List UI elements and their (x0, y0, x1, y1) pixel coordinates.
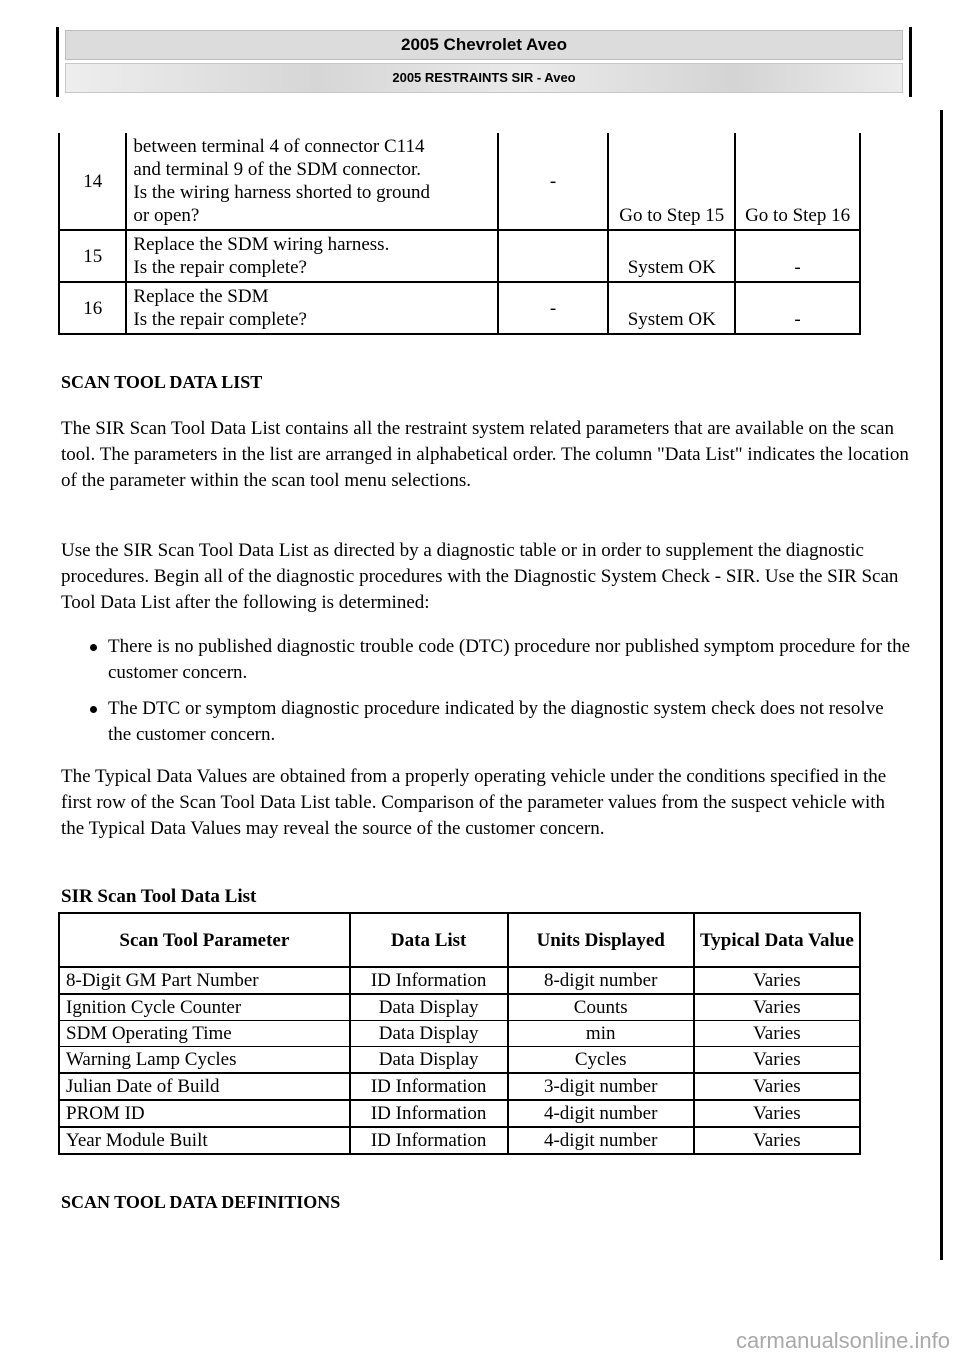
cell-typical: Varies (694, 1047, 860, 1074)
bullet-icon (90, 706, 97, 713)
cell-typical: Varies (694, 1021, 860, 1047)
bullet-list (90, 634, 910, 758)
action-line: and terminal 9 of the SDM connector. (133, 159, 421, 180)
step-value (498, 230, 609, 282)
step-value: - (498, 133, 609, 230)
vehicle-title: 2005 Chevrolet Aveo (65, 30, 903, 60)
action-line: Is the wiring harness shorted to ground (133, 182, 430, 203)
site-watermark: carmanualsonline.info (735, 1328, 950, 1353)
step-number: 15 (59, 230, 126, 282)
cell-units: Counts (508, 994, 694, 1021)
cell-parameter: SDM Operating Time (59, 1021, 350, 1047)
table-row (59, 1047, 860, 1074)
table-row (59, 967, 860, 994)
document-header (56, 27, 912, 97)
cell-units: 4-digit number (508, 1127, 694, 1154)
cell-typical: Varies (694, 1073, 860, 1100)
step-value: - (498, 282, 609, 334)
step-action (126, 230, 497, 282)
cell-parameter: Warning Lamp Cycles (59, 1047, 350, 1074)
cell-data-list: Data Display (350, 1021, 508, 1047)
section-title: SCAN TOOL DATA DEFINITIONS (61, 1192, 341, 1212)
cell-data-list: ID Information (350, 1100, 508, 1127)
bullet-text: There is no published diagnostic trouble code (DTC) procedure nor published symptom procedure for the customer concern. (108, 636, 911, 683)
cell-units: 3-digit number (508, 1073, 694, 1100)
list-item (90, 696, 910, 748)
bullet-icon (90, 644, 97, 651)
cell-typical: Varies (694, 1100, 860, 1127)
column-header: Units Displayed (508, 913, 694, 967)
column-header: Typical Data Value (694, 913, 860, 967)
column-header: Data List (350, 913, 508, 967)
cell-parameter: Ignition Cycle Counter (59, 994, 350, 1021)
paragraph: The Typical Data Values are obtained from a properly operating vehicle under the conditions specified in the first row of the Scan Tool Data List table. Comparison of the parameter values from the suspect vehicle with the Typical Data Values may reveal the source of the customer concern. (61, 766, 887, 839)
cell-parameter: Year Module Built (59, 1127, 350, 1154)
cell-units: 8-digit number (508, 967, 694, 994)
diagnostic-table (58, 133, 861, 335)
step-yes: System OK (608, 230, 735, 282)
cell-parameter: Julian Date of Build (59, 1073, 350, 1100)
column-header: Scan Tool Parameter (59, 913, 350, 967)
cell-typical: Varies (694, 967, 860, 994)
cell-parameter: PROM ID (59, 1100, 350, 1127)
cell-units: min (508, 1021, 694, 1047)
cell-units: Cycles (508, 1047, 694, 1074)
paragraph: Use the SIR Scan Tool Data List as directed by a diagnostic table or in order to supplement the diagnostic procedures. Begin all of the diagnostic procedures with the Diagnostic System Check - SIR. Use the SIR Scan Tool Data List after the following is determined: (61, 540, 899, 613)
page-right-rule (940, 110, 943, 1260)
step-yes: Go to Step 15 (608, 133, 735, 230)
step-action (126, 133, 497, 230)
section-subtitle: 2005 RESTRAINTS SIR - Aveo (65, 63, 903, 93)
step-no: - (735, 230, 860, 282)
action-line: Replace the SDM (133, 286, 269, 307)
table-row (59, 994, 860, 1021)
cell-units: 4-digit number (508, 1100, 694, 1127)
action-line: or open? (133, 205, 200, 226)
table-row (59, 1073, 860, 1100)
sir-data-table (58, 912, 861, 1155)
cell-data-list: Data Display (350, 994, 508, 1021)
cell-typical: Varies (694, 1127, 860, 1154)
table-row (59, 1127, 860, 1154)
action-line: between terminal 4 of connector C114 (133, 136, 425, 157)
table-row (59, 282, 860, 334)
cell-data-list: ID Information (350, 1127, 508, 1154)
cell-data-list: Data Display (350, 1047, 508, 1074)
table-row (59, 1100, 860, 1127)
action-line: Replace the SDM wiring harness. (133, 234, 390, 255)
cell-typical: Varies (694, 994, 860, 1021)
step-no: Go to Step 16 (735, 133, 860, 230)
table-row (59, 133, 860, 230)
step-yes: System OK (608, 282, 735, 334)
action-line: Is the repair complete? (133, 309, 307, 330)
step-number: 14 (59, 133, 126, 230)
section-title: SCAN TOOL DATA LIST (61, 372, 263, 392)
table-header-row (59, 913, 860, 967)
cell-data-list: ID Information (350, 1073, 508, 1100)
cell-parameter: 8-Digit GM Part Number (59, 967, 350, 994)
step-action (126, 282, 497, 334)
paragraph: The SIR Scan Tool Data List contains all the restraint system related parameters that are available on the scan tool. The parameters in the list are arranged in alphabetical order. The column "Data List" indicates the location of the parameter within the scan tool menu selections. (61, 418, 909, 491)
table-row (59, 230, 860, 282)
step-no: - (735, 282, 860, 334)
action-line: Is the repair complete? (133, 257, 307, 278)
table-row (59, 1021, 860, 1047)
list-item (90, 634, 910, 686)
table-title: SIR Scan Tool Data List (61, 886, 257, 907)
cell-data-list: ID Information (350, 967, 508, 994)
step-number: 16 (59, 282, 126, 334)
bullet-text: The DTC or symptom diagnostic procedure indicated by the diagnostic system check does not resolve the customer concern. (108, 698, 884, 745)
